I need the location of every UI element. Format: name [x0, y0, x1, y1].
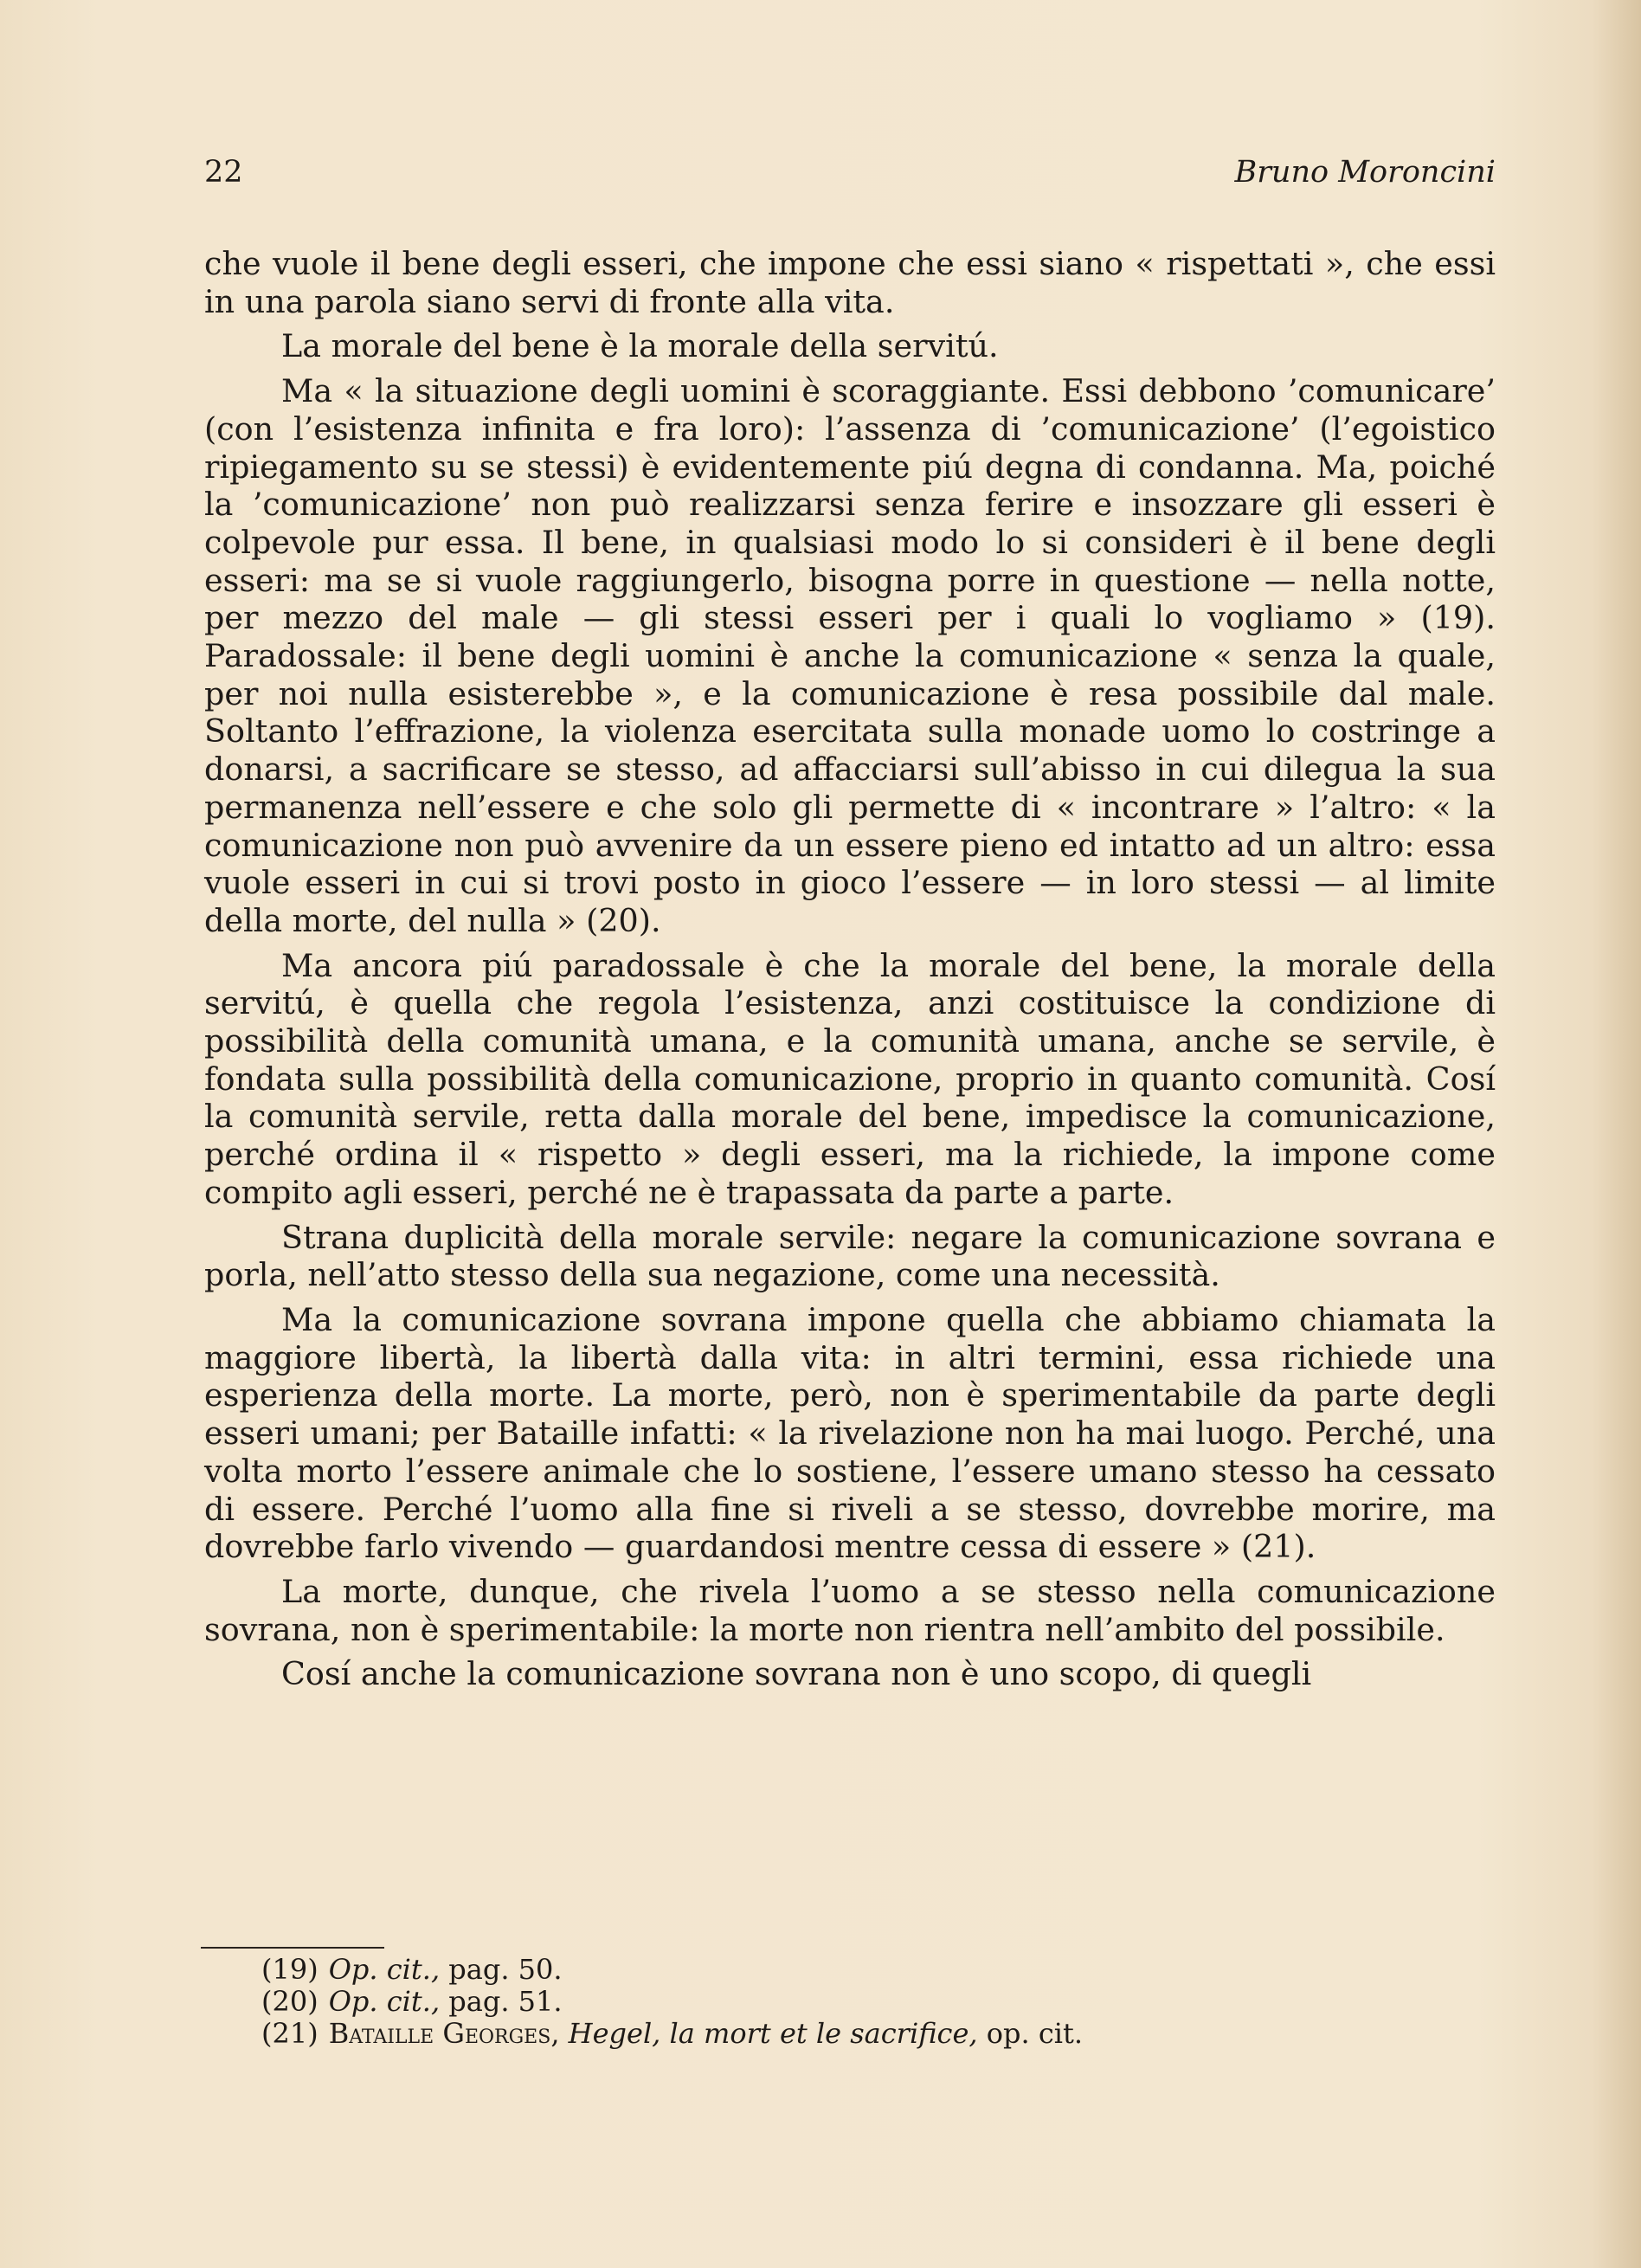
body-text — [204, 245, 1496, 1700]
paragraph-continued: che vuole il bene degli esseri, che impone che essi siano « rispettati », che essi in una parola siano servi di fronte alla vita. — [204, 245, 1496, 320]
footnote-number: (21) — [261, 2017, 319, 2050]
footnote-source: Op. cit., — [328, 1985, 441, 2018]
paragraph: La morale del bene è la morale della servitú. — [281, 327, 999, 365]
page-header — [204, 151, 1496, 194]
footnote-page: pag. 51. — [448, 1985, 563, 2018]
footnote-page: pag. 50. — [448, 1953, 563, 1986]
paragraph: Ma « la situazione degli uomini è scoraggiante. Essi debbono ’comunicare’ (con l’esistenza infinita e fra loro): l’assenza di ’comunicazione’ (l’egoistico ripiegamento su se stessi) è evidentemente piú degna di condanna. Ma, poiché la ’comunicazione’ non può realizzarsi senza ferire e insozzare gli esseri è colpevole pur essa. Il bene, in qualsiasi modo lo si consideri è il bene degli esseri: ma se si vuole raggiungerlo, bisogna porre in questione — nella notte, per mezzo del male — gli stessi esseri per i quali lo vogliamo » (19). Paradossale: il bene degli uomini è anche la comunicazione « senza la quale, per noi nulla esisterebbe », e la comunicazione è resa possibile dal male. Soltanto l’effrazione, la violenza esercitata sulla monade uomo lo costringe a donarsi, a sacrificare se stesso, ad affacciarsi sull’abisso in cui dilegua la sua permanenza nell’essere e che solo gli permette di « incontrare » l’altro: « la comunicazione non può avvenire da un essere pieno ed intatto ad un altro: essa vuole esseri in cui si trovi posto in gioco l’essere — in loro stessi — al limite della morte, del nulla » (20). — [204, 372, 1496, 939]
footnote-21 — [261, 2018, 1387, 2050]
footnote-title: Hegel, la mort et le sacrifice, — [568, 2017, 978, 2050]
page-number: 22 — [204, 155, 243, 190]
footnote-source: Op. cit., — [328, 1953, 441, 1986]
paragraph: Ma ancora piú paradossale è che la morale del bene, la morale della servitú, è quella che regola l’esistenza, anzi costituisce la condizione di possibilità della comunità umana, e la comunità umana, anche se servile, è fondata sulla possibilità della comunicazione, proprio in quanto comunità. Cosí la comunità servile, retta dalla morale del bene, impedisce la comunicazione, perché ordina il « rispetto » degli esseri, ma la richiede, la impone come compito agli esseri, perché ne è trapassata da parte a parte. — [204, 946, 1496, 1211]
footnote-19 — [261, 1954, 1387, 1986]
running-head: Bruno Moroncini — [1234, 155, 1496, 190]
footnotes — [261, 1954, 1387, 2050]
paragraph: La morte, dunque, che rivela l’uomo a se stesso nella comunicazione sovrana, non è sperimentabile: la morte non rientra nell’ambito del possibile. — [204, 1572, 1496, 1648]
footnote-separator — [201, 1947, 384, 1949]
paragraph: Ma la comunicazione sovrana impone quella che abbiamo chiamata la maggiore libertà, la libertà dalla vita: in altri termini, essa richiede una esperienza della morte. La morte, però, non è sperimentabile da parte degli esseri umani; per Bataille infatti: « la rivelazione non ha mai luogo. Perché, una volta morto l’essere animale che lo sostiene, l’essere umano stesso ha cessato di essere. Perché l’uomo alla fine si riveli a se stesso, dovrebbe morire, ma dovrebbe farlo vivendo — guardandosi mentre cessa di essere » (21). — [204, 1300, 1496, 1566]
footnote-20 — [261, 1986, 1387, 2018]
footnote-number: (19) — [261, 1953, 319, 1986]
footnote-author: Bataille Georges, — [328, 2017, 560, 2050]
footnote-reference: op. cit. — [986, 2017, 1084, 2050]
footnote-number: (20) — [261, 1985, 319, 2018]
paragraph: Strana duplicità della morale servile: negare la comunicazione sovrana e porla, nell’atto stesso della sua negazione, come una necessità. — [204, 1218, 1496, 1294]
paragraph: Cosí anche la comunicazione sovrana non è uno scopo, di quegli — [281, 1655, 1312, 1693]
